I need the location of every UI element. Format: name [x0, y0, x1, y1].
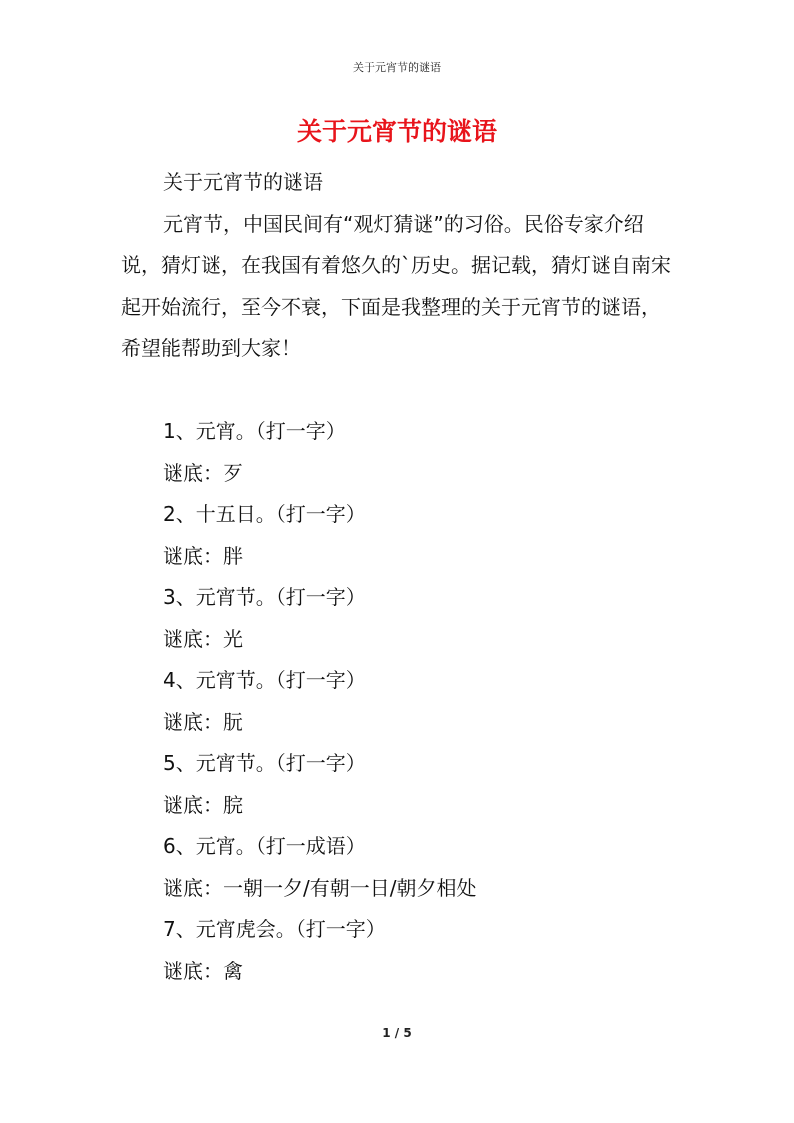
document-body	[121, 162, 677, 992]
riddle-answer: 谜底：禽	[163, 958, 243, 983]
document-title: 关于元宵节的谜语	[296, 117, 497, 146]
intro-paragraph: 元宵节，中国民间有“观灯猜谜”的习俗。民俗专家介绍说，猜灯谜，在我国有着悠久的`历史。据记载，猜灯谜自南宋起开始流行，至今不衰，下面是我整理的关于元宵节的谜语，希望能帮助到大家！	[121, 211, 671, 360]
riddle-question: 5、元宵节。（打一字）	[163, 751, 366, 775]
riddle-answer: 谜底：脘	[163, 792, 243, 817]
riddle-question: 7、元宵虎会。（打一字）	[163, 917, 386, 941]
riddle-question: 3、元宵节。（打一字）	[163, 585, 366, 609]
riddle-question: 1、元宵。（打一字）	[163, 419, 346, 443]
riddle-question: 6、元宵。（打一成语）	[163, 834, 366, 858]
riddle-list	[121, 411, 677, 992]
page-number: 1 / 5	[382, 1026, 412, 1040]
riddle-question: 2、十五日。（打一字）	[163, 502, 366, 526]
riddle-question: 4、元宵节。（打一字）	[163, 668, 366, 692]
riddle-answer: 谜底：一朝一夕/有朝一日/朝夕相处	[163, 875, 477, 900]
riddle-answer: 谜底：胖	[163, 543, 243, 568]
blank-line	[121, 370, 677, 412]
document-subtitle: 关于元宵节的谜语	[163, 170, 323, 194]
running-header: 关于元宵节的谜语	[353, 61, 441, 74]
riddle-answer: 谜底：歹	[163, 460, 243, 485]
riddle-answer: 谜底：朊	[163, 709, 243, 734]
riddle-answer: 谜底：光	[163, 626, 243, 651]
